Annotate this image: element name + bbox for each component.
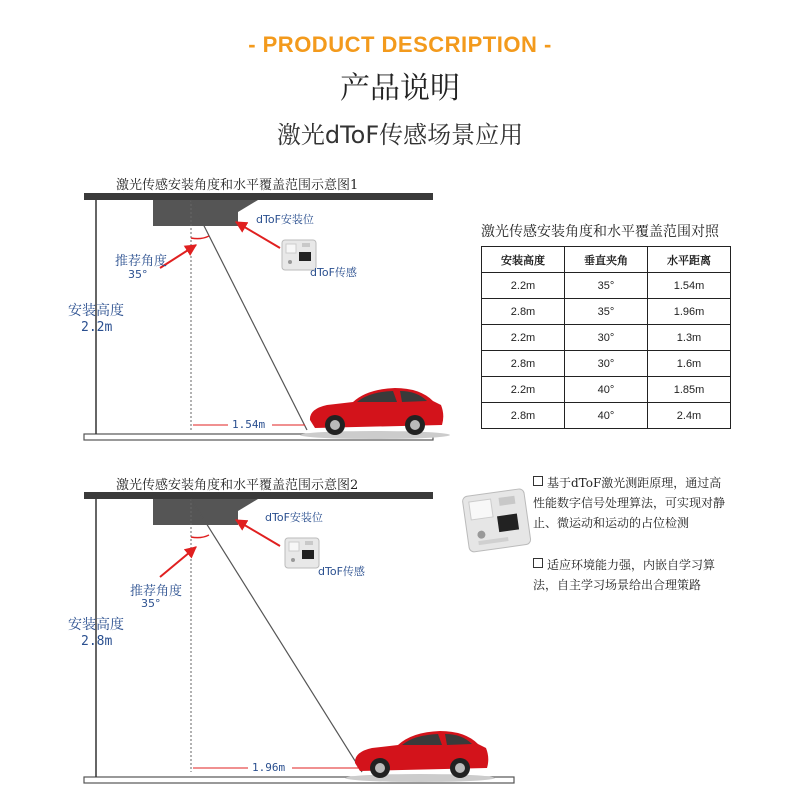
table-row [482, 403, 731, 429]
beam-line [191, 200, 307, 430]
diagram-1-height-label: 安装高度 [68, 303, 124, 319]
table-cell: 2.8m [482, 299, 565, 325]
diagram-2-recommend-label: 推荐角度 [130, 584, 183, 599]
angle-arc [191, 236, 209, 239]
table-row [482, 377, 731, 403]
install-bracket [153, 200, 258, 226]
table-cell: 35° [565, 273, 648, 299]
diagram-1-sensor-label: dToF传感 [310, 266, 357, 279]
table-cell: 2.2m [482, 273, 565, 299]
feature-item-1 [533, 473, 733, 533]
diagram-2-sensor-label: dToF传感 [318, 565, 365, 578]
table-cell: 30° [565, 351, 648, 377]
feature-text: 基于dToF激光测距原理，通过高性能数字信号处理算法，可实现对静止、微运动和运动的占位检测 [533, 476, 726, 530]
table-cell: 2.4m [648, 403, 731, 429]
table-row [482, 351, 731, 377]
diagram-2-height-label: 安装高度 [68, 617, 124, 633]
diagram-1-height-value: 2.2m [81, 320, 113, 335]
table-cell: 2.2m [482, 377, 565, 403]
table-row [482, 273, 731, 299]
diagram-2-height-value: 2.8m [81, 634, 113, 649]
diagram-1-distance: 1.54m [232, 418, 266, 431]
diagram-1-install-label: dToF安装位 [256, 213, 314, 226]
sensor-board-2 [285, 538, 319, 568]
table-cell: 40° [565, 377, 648, 403]
car-2 [345, 731, 495, 782]
diagram-2-recommend-angle: 35° [141, 597, 161, 610]
header-cn-title: 产品说明 [340, 71, 460, 106]
ceiling-bar [84, 492, 433, 499]
diagram-1-title: 激光传感安装角度和水平覆盖范围示意图1 [116, 178, 359, 193]
table-header-cell: 安装高度 [482, 247, 565, 273]
table-cell: 30° [565, 325, 648, 351]
table-cell: 1.54m [648, 273, 731, 299]
diagram-1-recommend-label: 推荐角度 [115, 254, 168, 269]
car-1 [300, 388, 450, 439]
table-cell: 40° [565, 403, 648, 429]
table-cell: 1.3m [648, 325, 731, 351]
bullet-square-icon [533, 476, 543, 486]
angle-arc [191, 535, 209, 538]
diagram-1-recommend-angle: 35° [128, 268, 148, 281]
table-cell: 2.8m [482, 403, 565, 429]
table-title: 激光传感安装角度和水平覆盖范围对照 [481, 224, 719, 240]
diagram-2-graphics [84, 492, 514, 783]
table-row [482, 325, 731, 351]
table-cell: 2.8m [482, 351, 565, 377]
table-cell: 1.96m [648, 299, 731, 325]
beam-line [191, 499, 362, 772]
feature-text: 适应环境能力强，内嵌自学习算法，自主学习场景给出合理策路 [533, 558, 716, 592]
feature-item-2 [533, 555, 733, 595]
sensor-board-large [462, 488, 531, 552]
table-header-row [482, 247, 731, 273]
table-header-cell: 垂直夹角 [565, 247, 648, 273]
header-en-title: - PRODUCT DESCRIPTION - [248, 32, 552, 57]
table-cell: 35° [565, 299, 648, 325]
ceiling-bar [84, 193, 433, 200]
comparison-table [481, 246, 731, 429]
table-cell: 1.6m [648, 351, 731, 377]
diagram-1-graphics [84, 193, 450, 440]
diagram-2-title: 激光传感安装角度和水平覆盖范围示意图2 [116, 478, 359, 493]
table-cell: 2.2m [482, 325, 565, 351]
table-cell: 1.85m [648, 377, 731, 403]
table-header-cell: 水平距离 [648, 247, 731, 273]
diagram-2-distance: 1.96m [252, 761, 286, 774]
diagram-2-install-label: dToF安装位 [265, 511, 323, 524]
bullet-square-icon [533, 558, 543, 568]
header-subtitle: 激光dToF传感场景应用 [276, 121, 524, 149]
table-row [482, 299, 731, 325]
